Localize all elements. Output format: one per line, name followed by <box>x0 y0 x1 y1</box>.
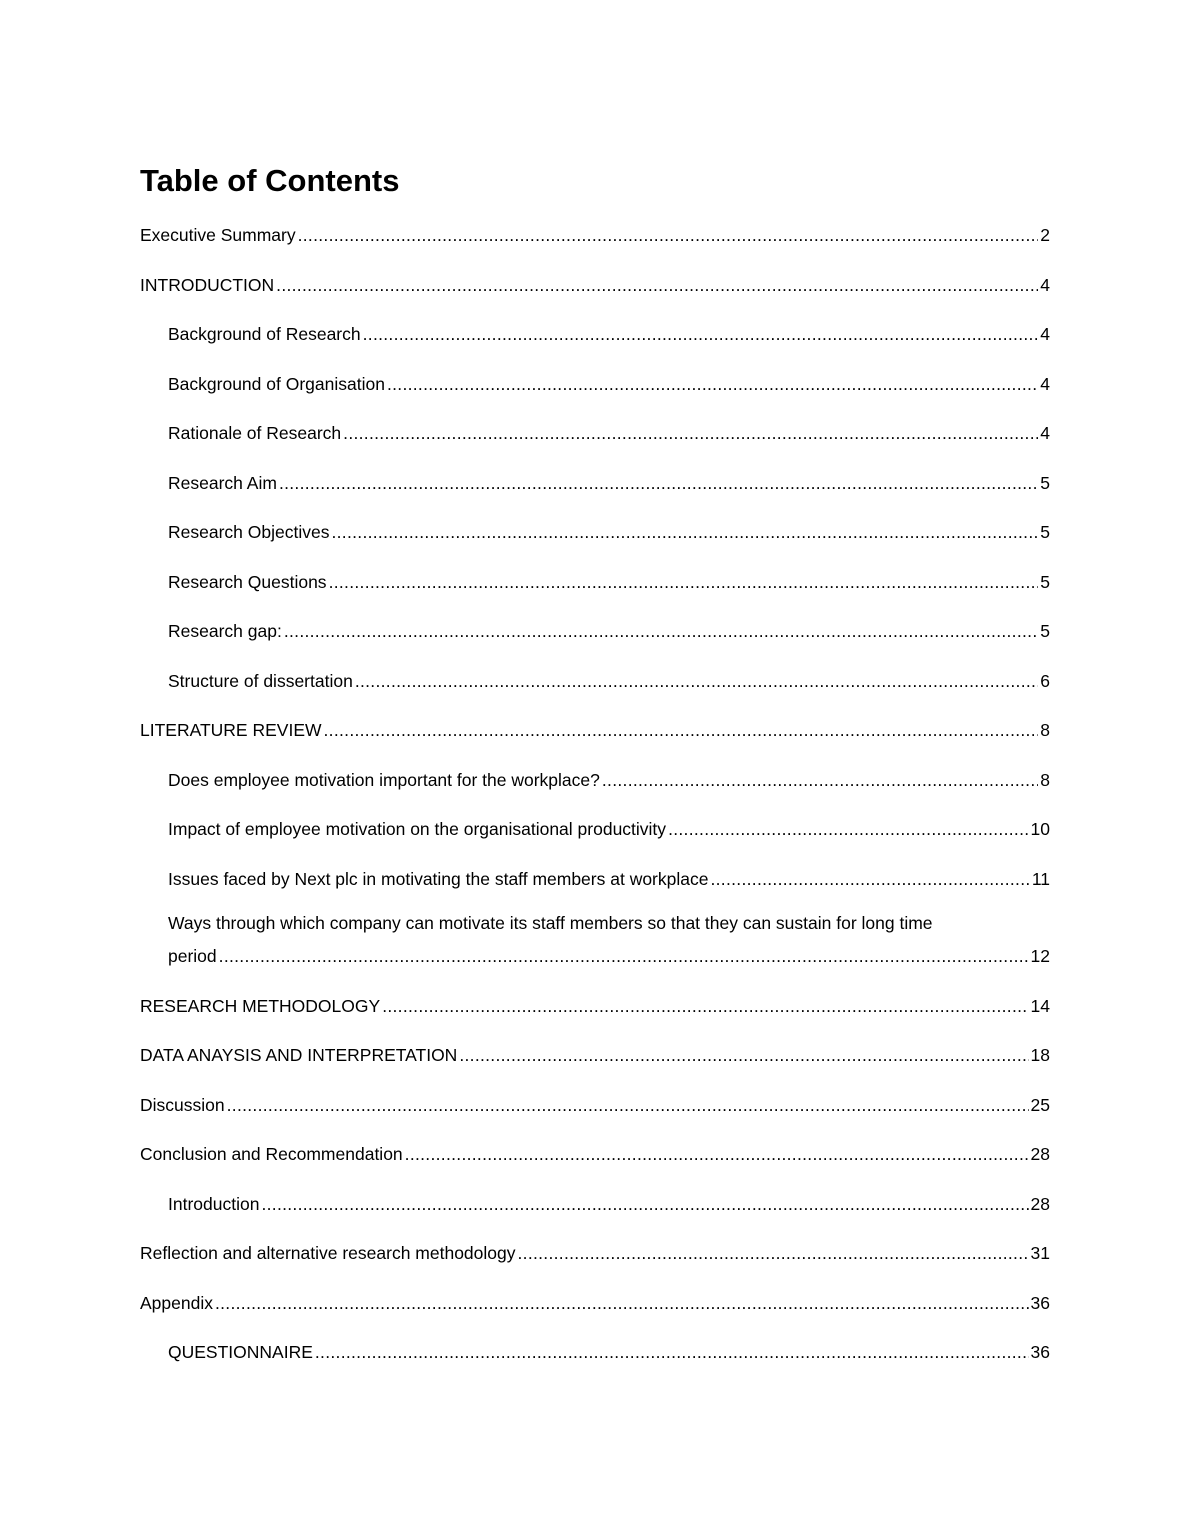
page-title: Table of Contents <box>140 163 400 198</box>
toc-entry-appendix[interactable] <box>140 1282 1050 1314</box>
toc-entry-label-line2: period <box>168 946 217 966</box>
toc-entry-label: RESEARCH METHODOLOGY <box>140 995 381 1016</box>
toc-page-number: 31 <box>1030 1243 1050 1263</box>
dot-leader <box>215 1292 1029 1314</box>
toc-page-number: 4 <box>1040 373 1050 394</box>
dot-leader <box>518 1242 1029 1264</box>
dot-leader <box>329 571 1039 593</box>
dot-leader <box>405 1143 1029 1165</box>
dot-leader <box>710 868 1029 890</box>
toc-entry-label: QUESTIONNAIRE <box>168 1342 313 1362</box>
dot-leader <box>331 521 1038 543</box>
toc-page-number: 4 <box>1040 274 1050 295</box>
toc-page-number: 25 <box>1030 1094 1050 1115</box>
toc-page-number: 36 <box>1030 1342 1050 1362</box>
toc-page-number: 4 <box>1040 423 1050 443</box>
toc-page-number: 28 <box>1030 1144 1050 1164</box>
toc-entry-rationale-of-research[interactable] <box>140 412 1050 444</box>
dot-leader <box>298 224 1039 246</box>
toc-entry-label: Appendix <box>140 1292 213 1313</box>
dot-leader <box>219 945 1029 967</box>
toc-entry-label: Research Questions <box>168 571 327 592</box>
toc-entry-label: Research Objectives <box>168 522 330 542</box>
toc-page-number: 5 <box>1040 472 1050 493</box>
toc-entry-reflection[interactable] <box>140 1232 1050 1264</box>
toc-entry-label: Research gap: <box>168 621 282 641</box>
toc-page-number: 2 <box>1040 225 1050 245</box>
toc-page-number: 5 <box>1040 571 1050 592</box>
toc-entry-employee-motivation-importance[interactable] <box>140 759 1050 791</box>
toc-page-number: 18 <box>1030 1045 1050 1065</box>
toc-page-number: 8 <box>1040 769 1050 790</box>
dot-leader <box>459 1044 1028 1066</box>
toc-entry-label: Rationale of Research <box>168 423 342 443</box>
toc-entry-introduction[interactable] <box>140 264 1050 296</box>
toc-page-number: 36 <box>1030 1292 1050 1313</box>
dot-leader <box>227 1094 1029 1116</box>
toc-entry-research-aim[interactable] <box>140 462 1050 494</box>
dot-leader <box>315 1341 1029 1363</box>
toc-entry-conclusion-introduction[interactable] <box>140 1183 1050 1215</box>
toc-entry-issues-faced-by-next[interactable] <box>140 858 1050 890</box>
toc-entry-literature-review[interactable] <box>140 709 1050 741</box>
toc-page-number: 8 <box>1040 720 1050 740</box>
toc-entry-label: INTRODUCTION <box>140 274 275 295</box>
toc-entry-label: Background of Organisation <box>168 373 385 394</box>
toc-entry-label-line1: Ways through which company can motivate its staff members so that they can sustain for long time <box>168 913 933 933</box>
toc-entry-research-methodology[interactable] <box>140 985 1050 1017</box>
toc-entry-impact-of-motivation[interactable] <box>140 808 1050 840</box>
toc-entry-second-line <box>168 939 1050 967</box>
toc-entry-ways-to-motivate[interactable] <box>140 907 1050 967</box>
dot-leader <box>355 670 1038 692</box>
toc-page-number: 6 <box>1040 670 1050 691</box>
toc-entry-research-gap[interactable] <box>140 610 1050 642</box>
toc-page-number: 5 <box>1040 621 1050 641</box>
dot-leader <box>343 422 1038 444</box>
toc-entry-label: LITERATURE REVIEW <box>140 720 322 740</box>
toc-page-number: 4 <box>1040 324 1050 344</box>
dot-leader <box>387 373 1038 395</box>
toc-entry-research-objectives[interactable] <box>140 511 1050 543</box>
toc-page-number: 12 <box>1030 946 1050 966</box>
dot-leader <box>279 472 1038 494</box>
toc-entry-research-questions[interactable] <box>140 561 1050 593</box>
toc-entry-discussion[interactable] <box>140 1084 1050 1116</box>
toc-entry-label: Conclusion and Recommendation <box>140 1144 403 1164</box>
toc-entry-executive-summary[interactable] <box>140 214 1050 246</box>
toc-entry-label: Structure of dissertation <box>168 670 353 691</box>
toc-entry-data-analysis[interactable] <box>140 1034 1050 1066</box>
toc-entry-label: DATA ANAYSIS AND INTERPRETATION <box>140 1045 458 1065</box>
dot-leader <box>284 620 1038 642</box>
dot-leader <box>261 1193 1028 1215</box>
toc-entry-label: Reflection and alternative research methodology <box>140 1243 516 1263</box>
toc-page-number: 5 <box>1040 522 1050 542</box>
toc-entry-questionnaire[interactable] <box>140 1331 1050 1363</box>
toc-entry-structure-of-dissertation[interactable] <box>140 660 1050 692</box>
dot-leader <box>276 274 1038 296</box>
toc-entry-conclusion[interactable] <box>140 1133 1050 1165</box>
dot-leader <box>602 769 1038 791</box>
toc-entry-label: Introduction <box>168 1193 260 1214</box>
toc-page-number: 28 <box>1030 1193 1050 1214</box>
dot-leader <box>363 323 1039 345</box>
toc-list <box>140 214 1050 1381</box>
toc-page-number: 14 <box>1030 995 1050 1016</box>
toc-entry-label: Background of Research <box>168 324 361 344</box>
toc-page-number: 10 <box>1030 819 1050 839</box>
toc-entry-background-of-research[interactable] <box>140 313 1050 345</box>
dot-leader <box>324 719 1039 741</box>
toc-entry-label: Does employee motivation important for the workplace? <box>168 769 600 790</box>
toc-entry-label: Impact of employee motivation on the organisational productivity <box>168 819 667 839</box>
toc-entry-label: Research Aim <box>168 472 277 493</box>
toc-entry-background-of-organisation[interactable] <box>140 363 1050 395</box>
toc-entry-label: Issues faced by Next plc in motivating the staff members at workplace <box>168 868 709 889</box>
toc-entry-label: Discussion <box>140 1094 225 1115</box>
toc-page-number: 11 <box>1031 868 1050 889</box>
dot-leader <box>668 818 1028 840</box>
toc-entry-label: Executive Summary <box>140 225 296 245</box>
dot-leader <box>382 995 1028 1017</box>
